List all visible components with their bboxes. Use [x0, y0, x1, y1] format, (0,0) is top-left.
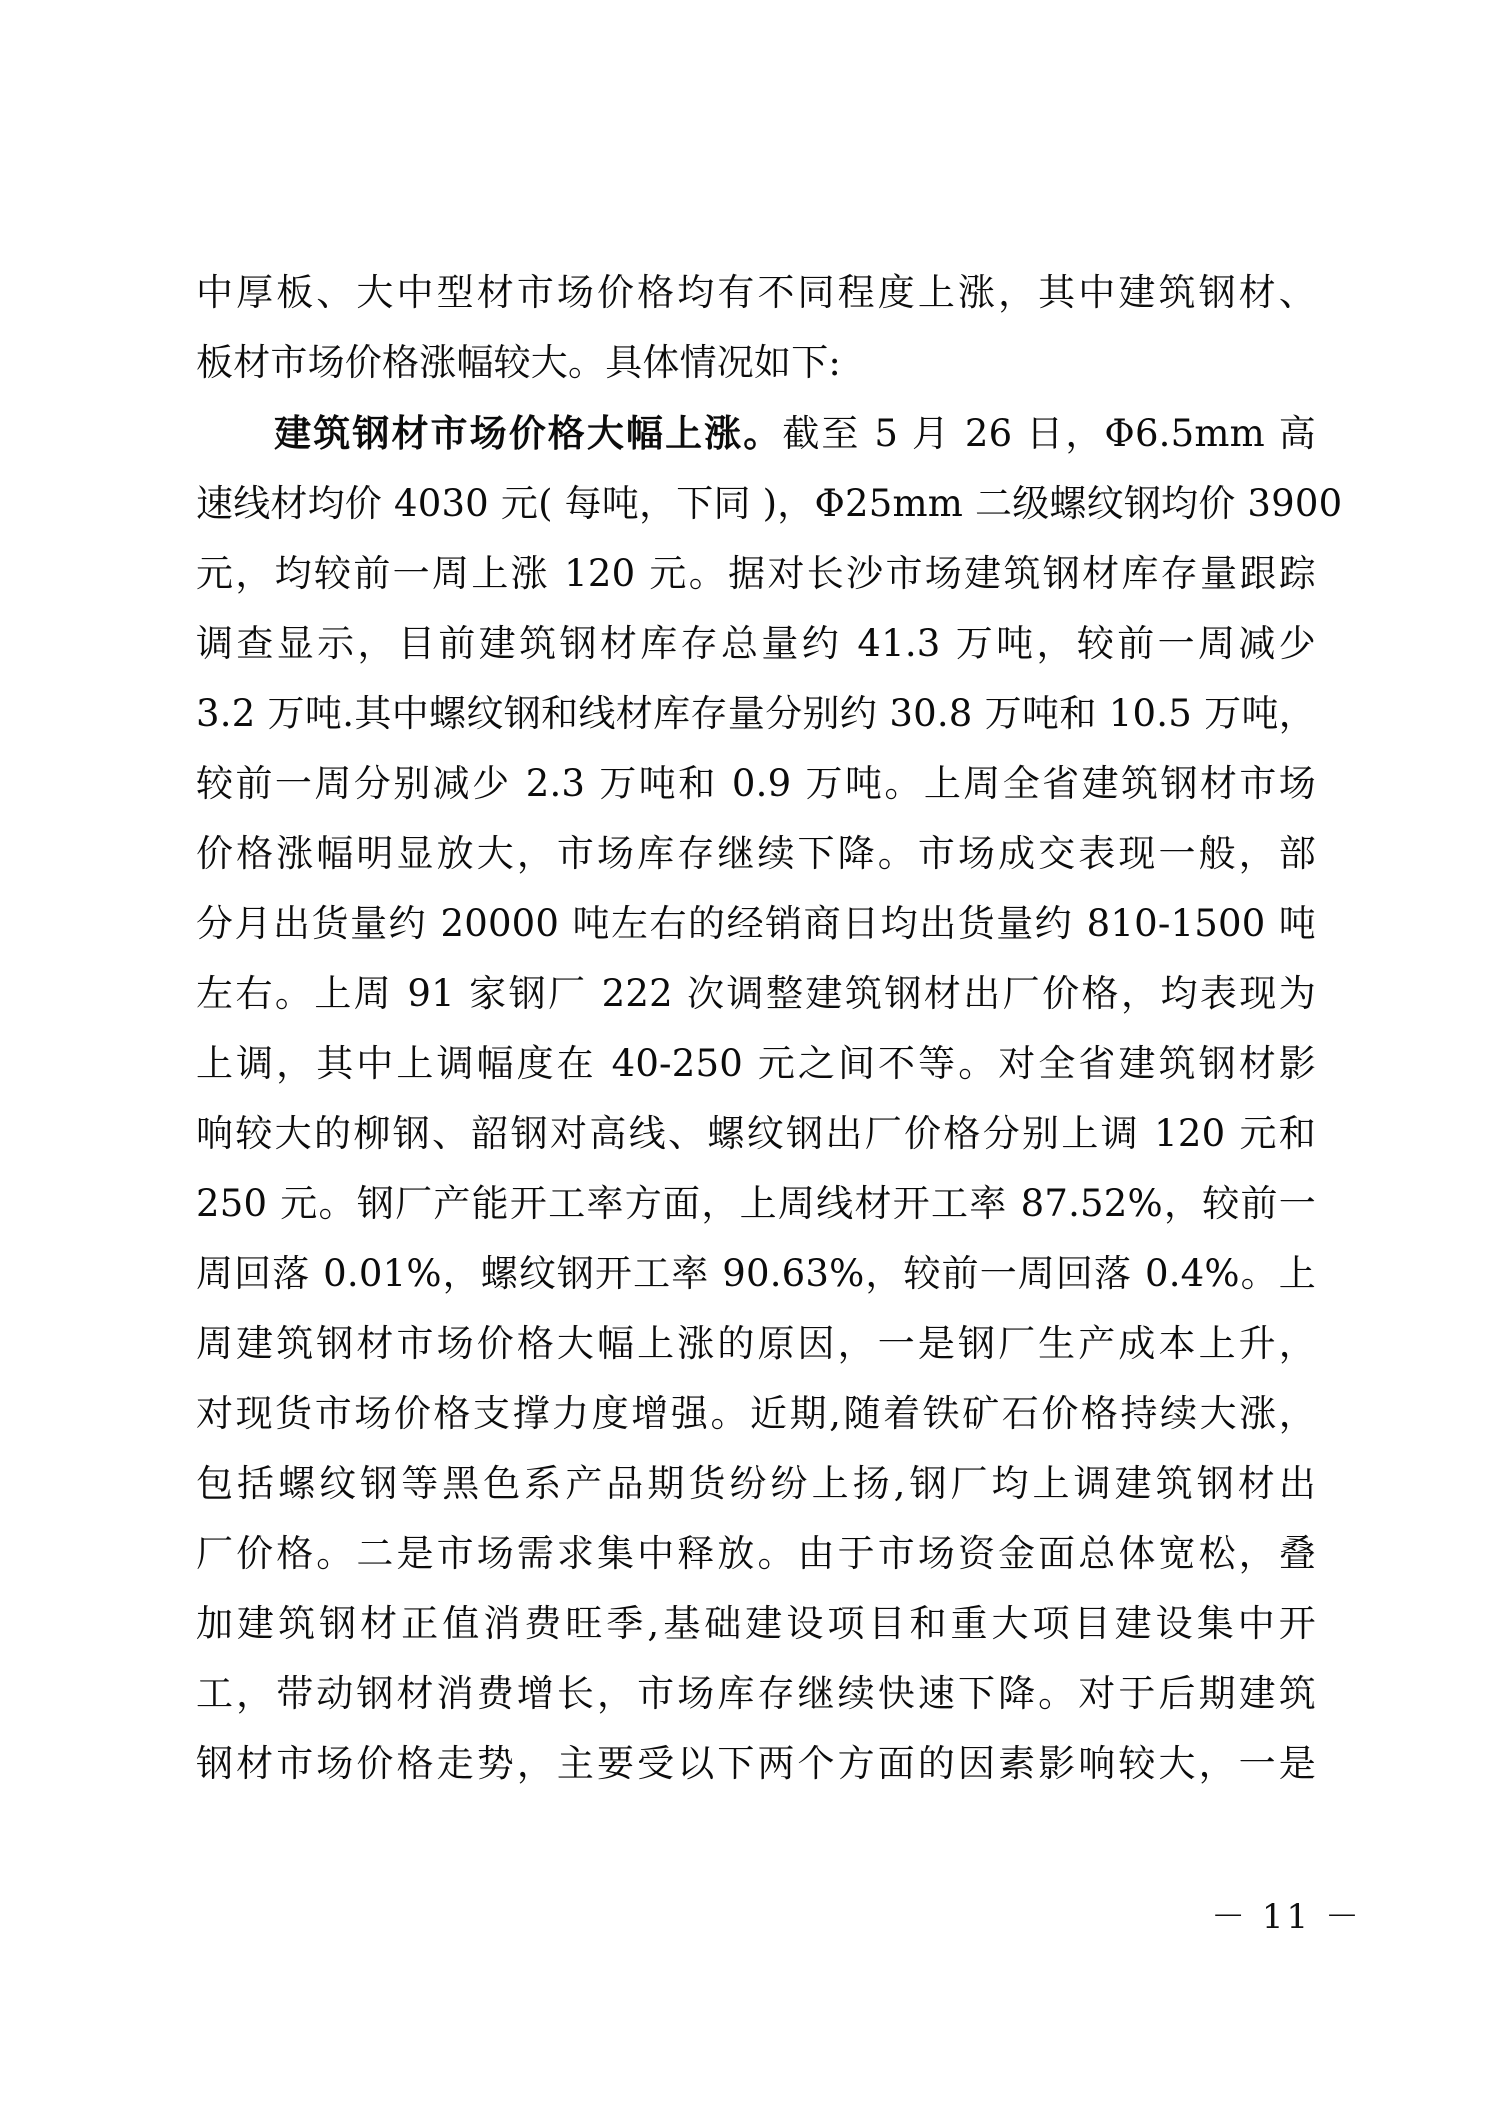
text-line: 上调，其中上调幅度在 40-250 元之间不等。对全省建筑钢材影 — [196, 1042, 1316, 1085]
text-line: 3.2 万吨.其中螺纹钢和线材库存量分别约 30.8 万吨和 10.5 万吨， — [196, 692, 1316, 735]
text-line: 中厚板、大中型材市场价格均有不同程度上涨，其中建筑钢材、 — [196, 271, 1316, 314]
section-heading-inline: 建筑钢材市场价格大幅上涨。 — [196, 411, 783, 455]
text-line: 调查显示，目前建筑钢材库存总量约 41.3 万吨，较前一周减少 — [196, 622, 1316, 665]
text-line-with-heading — [196, 398, 1316, 469]
text-line: 速线材均价 4030 元( 每吨，下同 )，Φ25mm 二级螺纹钢均价 3900 — [196, 482, 1343, 525]
text-line: 响较大的柳钢、韶钢对高线、螺纹钢出厂价格分别上调 120 元和 — [196, 1112, 1316, 1155]
text-line: 加建筑钢材正值消费旺季,基础建设项目和重大项目建设集中开 — [196, 1602, 1316, 1645]
paragraph-rebar-market — [196, 398, 1343, 1799]
page-number: － 11 － — [1211, 1897, 1362, 1937]
text-line: 较前一周分别减少 2.3 万吨和 0.9 万吨。上周全省建筑钢材市场 — [196, 762, 1316, 805]
text-line: 厂价格。二是市场需求集中释放。由于市场资金面总体宽松，叠 — [196, 1532, 1316, 1575]
text-line: 板材市场价格涨幅较大。具体情况如下: — [196, 341, 842, 384]
text-line: 价格涨幅明显放大，市场库存继续下降。市场成交表现一般，部 — [196, 832, 1316, 875]
text-line: 工，带动钢材消费增长，市场库存继续快速下降。对于后期建筑 — [196, 1672, 1316, 1715]
text-line: 包括螺纹钢等黑色系产品期货纷纷上扬,钢厂均上调建筑钢材出 — [196, 1462, 1316, 1505]
text-line: 周回落 0.01%，螺纹钢开工率 90.63%，较前一周回落 0.4%。上 — [196, 1252, 1316, 1295]
text-line: 对现货市场价格支撑力度增强。近期,随着铁矿石价格持续大涨， — [196, 1392, 1316, 1435]
paragraph-continuation — [196, 258, 1316, 398]
text-line: 钢材市场价格走势，主要受以下两个方面的因素影响较大，一是 — [196, 1742, 1316, 1785]
text-line: 周建筑钢材市场价格大幅上涨的原因，一是钢厂生产成本上升， — [196, 1322, 1316, 1365]
text-line: 左右。上周 91 家钢厂 222 次调整建筑钢材出厂价格，均表现为 — [196, 972, 1316, 1015]
text-line: 元，均较前一周上涨 120 元。据对长沙市场建筑钢材库存量跟踪 — [196, 552, 1316, 595]
document-body — [196, 258, 1343, 1799]
text-line: 分月出货量约 20000 吨左右的经销商日均出货量约 810-1500 吨 — [196, 902, 1316, 945]
text-line: 250 元。钢厂产能开工率方面，上周线材开工率 87.52%，较前一 — [196, 1182, 1316, 1225]
text-line-remainder: 截至 5 月 26 日，Φ6.5mm 高 — [782, 412, 1317, 455]
